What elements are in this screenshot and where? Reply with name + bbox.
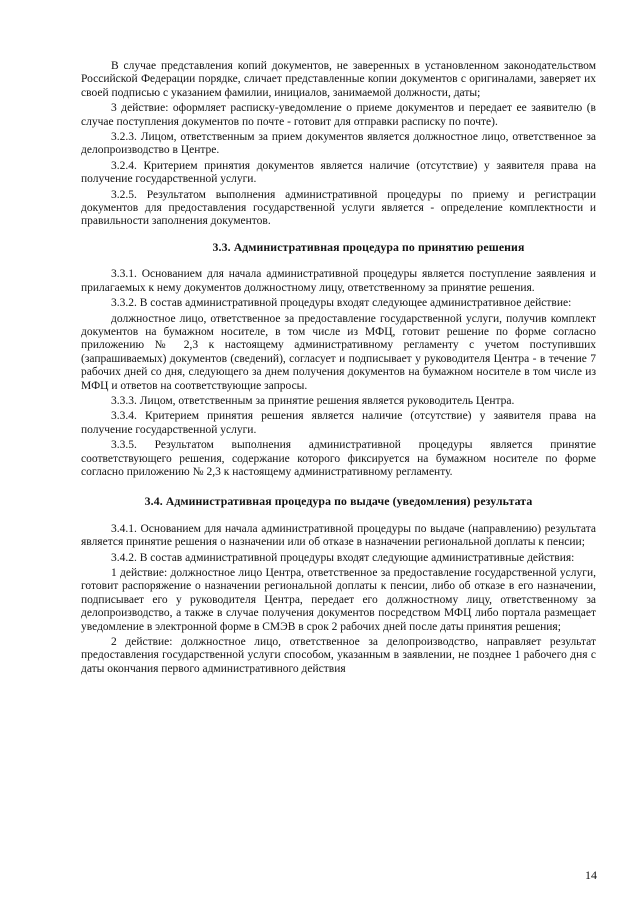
page-number: 14 xyxy=(585,868,597,882)
paragraph: 3.2.5. Результатом выполнения административной процедуры по приему и регистрации документов для предоставления государственной услуги является - определение комплектности и правильности заполнения документов. xyxy=(81,188,596,228)
paragraph: 3.3.4. Критерием принятия решения является наличие (отсутствие) у заявителя права на получение государственной услуги. xyxy=(81,410,596,436)
paragraph: В случае представления копий документов, не заверенных в установленном законодательством Российской Федерации порядке, сличает представленные копии документов с оригиналами, заверяет их своей подписью с указанием фамилии, инициалов, занимаемой должности, даты; xyxy=(81,60,596,99)
paragraph: 3.2.4. Критерием принятия документов является наличие (отсутствие) у заявителя права на получение государственной услуги. xyxy=(81,159,596,186)
paragraph: 2 действие: должностное лицо, ответственное за делопроизводство, направляет результат предоставления государственной услуги способом, указанным в заявлении, не позднее 1 рабочего дня с даты окончания первого административного действия xyxy=(81,636,596,675)
document-page xyxy=(81,60,596,678)
paragraph: 3 действие: оформляет расписку-уведомление о приеме документов и передает ее заявителю (в случае поступления документов по почте - готовит для отправки расписку по почте). xyxy=(81,102,596,128)
paragraph: 3.3.5. Результатом выполнения административной процедуры является принятие соответствующего решения, содержание которого фиксируется на бумажном носителе по форме согласно приложению № 2,3 к настоящему административному регламенту. xyxy=(81,439,596,478)
paragraph: 3.4.1. Основанием для начала административной процедуры по выдаче (направлению) результата является принятие решения о назначении или об отказе в назначении региональной доплаты к пенсии; xyxy=(81,522,596,549)
section-heading-3-3: 3.3. Административная процедура по принятию решения xyxy=(212,239,525,254)
paragraph: 1 действие: должностное лицо Центра, ответственное за предоставление государственной услуги, готовит распоряжение о назначении региональной доплаты к пенсии, либо об отказе в его назначении, подписывает его у руководителя Центра, передает его должностному лицу, ответственному за делопроизводство, а также в случае получения документов посредством МФЦ либо портала размещает уведомление в электронной форме в СМЭВ в срок 2 рабочих дней после даты принятия решения; xyxy=(81,567,596,633)
paragraph: 3.3.1. Основанием для начала административной процедуры является поступление заявления и прилагаемых к нему документов должностному лицу, ответственному за принятие решения. xyxy=(81,268,596,294)
paragraph: 3.3.2. В состав административной процедуры входят следующее административное действие: xyxy=(111,297,572,310)
paragraph: 3.2.3. Лицом, ответственным за прием документов является должностное лицо, ответственное за делопроизводство в Центре. xyxy=(81,131,596,157)
section-heading-3-4: 3.4. Административная процедура по выдаче (уведомления) результата xyxy=(144,494,533,509)
paragraph: 3.3.3. Лицом, ответственным за принятие решения является руководитель Центра. xyxy=(111,394,515,407)
paragraph: 3.4.2. В состав административной процедуры входят следующие административные действия: xyxy=(111,551,575,564)
paragraph: должностное лицо, ответственное за предоставление государственной услуги, получив комплект документов на бумажном носителе, в том числе из МФЦ, готовит решение по форме согласно приложению № 2,3 к настоящему административному регламенту с учетом поступивших (запрашиваемых) документов (сведений), согласует и подписывает у руководителя Центра - в течение 7 рабочих дней со дня, следующего за днем получения документов на бумажном носителе в том числе из МФЦ и ответов на соответствующие запросы. xyxy=(81,312,596,392)
